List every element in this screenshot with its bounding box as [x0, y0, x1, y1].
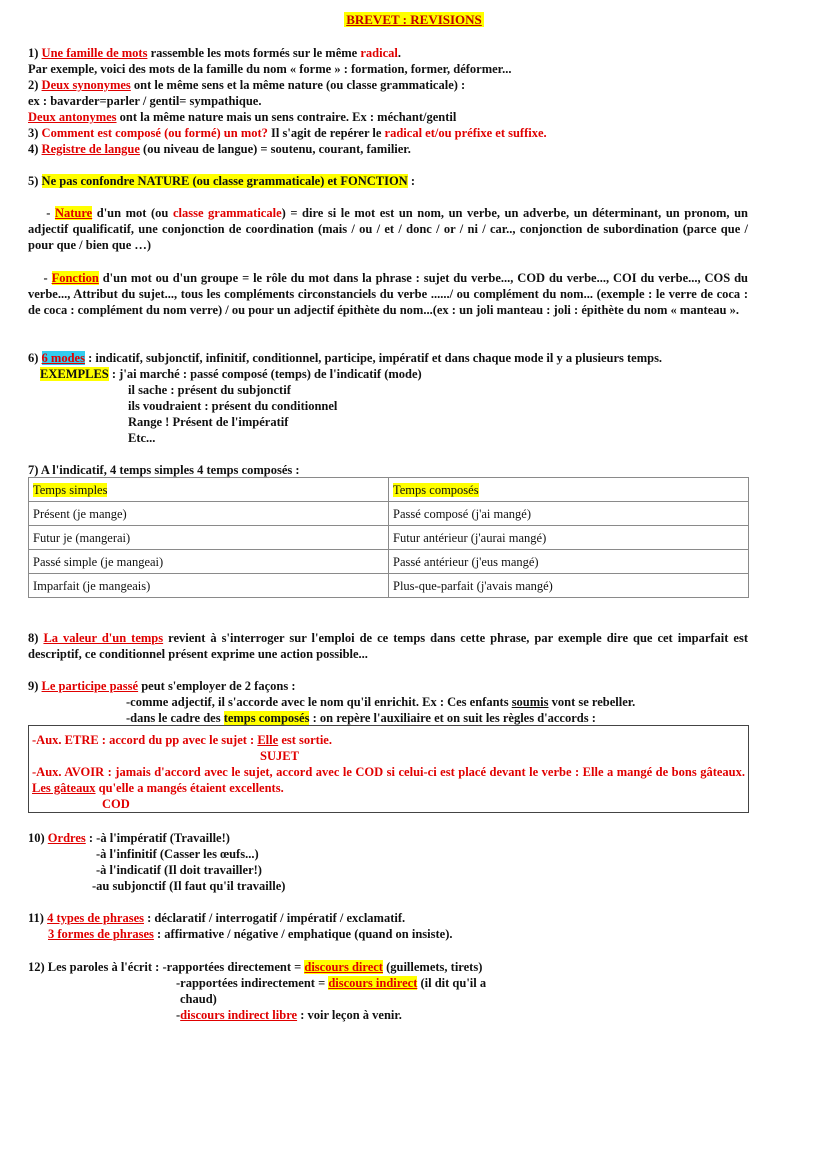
term-antonymes: Deux antonymes [28, 110, 117, 124]
section-7-heading: 7) A l'indicatif, 4 temps simples 4 temps composés : [28, 463, 300, 477]
fonction-paragraph: - Fonction d'un mot ou d'un groupe = le rôle du mot dans la phrase : sujet du verbe..., COD du verbe..., COI du verbe..., COS du verbe..., Attribut du sujet..., tous les compléments circonstanciels du verbe ....../ ou complément du nom... (exemple : le verre de coca : de coca : complément du nom verre) / ou pour un adjectif épithète du nom...(ex : un joli manteau : joli : épithète du nom « manteau ». [28, 271, 748, 317]
section-8: 8) La valeur d'un temps revient à s'interroger sur l'emploi de ce temps dans cette phrase, par exemple dire que cet imparfait est descriptif, ce conditionnel présent exprime une action possible... [28, 631, 749, 661]
table-header-cell: Temps simples [29, 478, 389, 502]
section-5: 5) Ne pas confondre NATURE (ou classe grammaticale) et FONCTION : [28, 174, 416, 188]
table-row: Passé simple (je mangeai) Passé antérieur (j'eus mangé) [29, 550, 749, 574]
term-discours-indirect-libre: discours indirect libre [180, 1008, 298, 1022]
term-types-phrases: 4 types de phrases [47, 911, 144, 925]
section-3: 3) Comment est composé (ou formé) un mot? Il s'agit de repérer le radical et/ou préfixe et suffixe. [28, 126, 547, 140]
term-synonymes: Deux synonymes [41, 78, 131, 92]
tenses-table [28, 477, 749, 598]
table-row: Futur je (mangerai) Futur antérieur (j'aurai mangé) [29, 526, 749, 550]
section-2: 2) Deux synonymes ont le même sens et la même nature (ou classe grammaticale) : ex : bavarder=parler / gentil= sympathique. Deux antonymes ont la même nature mais un sens contraire. Ex : méchant/gentil [28, 78, 466, 124]
nature-paragraph: - Nature d'un mot (ou classe grammaticale) = dire si le mot est un nom, un verbe, un adverbe, un déterminant, un pronom, un adjectif qualificatif, une conjonction de coordination (mais / ou / et / donc / or / ni / car.., conjonction de subordination (parce que / pour que / bien que …) [28, 206, 748, 252]
table-row: Présent (je mange) Passé composé (j'ai mangé) [29, 502, 749, 526]
section-11: 11) 4 types de phrases : déclaratif / interrogatif / impératif / exclamatif. 3 formes de phrases : affirmative / négative / emphatique (quand on insiste). [28, 911, 453, 941]
section-9: 9) Le participe passé peut s'employer de 2 façons : -comme adjectif, il s'accorde avec le nom qu'il enrichit. Ex : Ces enfants soumis vont se rebeller. -dans le cadre des temps composés : on repère l'auxiliaire et on suit les règles d'accords : [28, 679, 636, 725]
term-fonction: Fonction [51, 271, 99, 285]
section-10: 10) Ordres : -à l'impératif (Travaille!) -à l'infinitif (Casser les œufs...) -à l'indicatif (Il doit travailler!) -au subjonctif (Il faut qu'il travaille) [28, 831, 286, 893]
term-famille-de-mots: Une famille de mots [41, 46, 148, 60]
section-12: 12) Les paroles à l'écrit : -rapportées directement = discours direct (guillemets, tirets) -rapportées indirectement = discours indirect (il dit qu'il a chaud) -discours indirect libre : voir leçon à venir. [28, 960, 487, 1022]
term-valeur-temps: La valeur d'un temps [43, 631, 164, 645]
table-header-row [29, 478, 749, 502]
table-row: Imparfait (je mangeais) Plus-que-parfait (j'avais mangé) [29, 574, 749, 598]
section-1: 1) Une famille de mots rassemble les mots formés sur le même radical. Par exemple, voici des mots de la famille du nom « forme » : formation, former, déformer... [28, 46, 512, 76]
term-participe-passe: Le participe passé [41, 679, 139, 693]
term-registre: Registre de langue [41, 142, 140, 156]
term-ordres: Ordres [47, 831, 86, 845]
section-4: 4) Registre de langue (ou niveau de langue) = soutenu, courant, familier. [28, 142, 411, 156]
table-header-cell: Temps composés [389, 478, 749, 502]
section-6: 6) 6 modes : indicatif, subjonctif, infinitif, conditionnel, participe, impératif et dans chaque mode il y a plusieurs temps. EXEMPLES : j'ai marché : passé composé (temps) de l'indicatif (mode) il sache : présent du subjonctif ils voudraient : présent du conditionnel Range ! Présent de l'impératif Etc... [28, 351, 663, 445]
page-title: BREVET : REVISIONS [346, 12, 482, 27]
term-modes: 6 modes [41, 351, 85, 365]
term-discours-direct: discours direct [304, 960, 383, 974]
accord-box: -Aux. ETRE : accord du pp avec le sujet : Elle est sortie. SUJET -Aux. AVOIR : jamais d'accord avec le sujet, accord avec le COD si celui-ci est placé devant le verbe : Elle a mangé de bons gâteaux. Les gâteaux qu'elle a mangés étaient excellents. COD [28, 725, 749, 813]
term-discours-indirect: discours indirect [328, 976, 418, 990]
term-nature: Nature [54, 206, 93, 220]
term-formes-phrases: 3 formes de phrases [48, 927, 154, 941]
